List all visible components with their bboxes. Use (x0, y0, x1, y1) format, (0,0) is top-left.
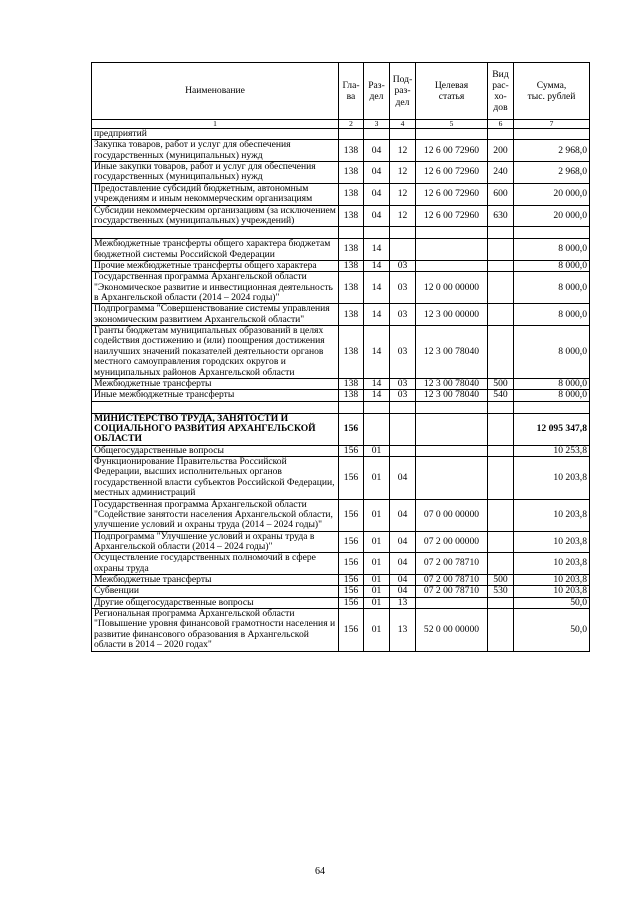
cell-podrazdel: 04 (390, 586, 416, 597)
header-vid-text: Вид рас- хо- дов (492, 68, 509, 114)
cell-name: МИНИСТЕРСТВО ТРУДА, ЗАНЯТОСТИ И СОЦИАЛЬНОГО РАЗВИТИЯ АРХАНГЕЛЬСКОЙ ОБЛАСТИ (92, 413, 339, 445)
cell-podrazdel: 03 (390, 260, 416, 271)
table-row (92, 326, 590, 379)
header-glava-text: Гла- ва (342, 79, 360, 102)
cell-glava: 156 (339, 575, 364, 586)
cell-statya (416, 597, 488, 608)
cell-podrazdel: 03 (390, 378, 416, 389)
cell-vid: 530 (488, 586, 514, 597)
cell-name: Субвенции (92, 586, 339, 597)
cell-vid (488, 227, 514, 239)
cell-podrazdel: 04 (390, 457, 416, 499)
cell-podrazdel (390, 413, 416, 445)
cell-razdel: 01 (364, 609, 390, 651)
cell-name: Подпрограмма "Улучшение условий и охраны труда в Архангельской области (2014 – 2024 годы)" (92, 531, 339, 553)
table-row (92, 140, 590, 162)
cell-glava: 138 (339, 326, 364, 379)
cell-razdel: 04 (364, 162, 390, 184)
cell-vid (488, 129, 514, 140)
cell-razdel: 01 (364, 575, 390, 586)
col-number-5: 5 (416, 120, 488, 129)
cell-vid (488, 239, 514, 261)
header-name: Наименование (92, 63, 339, 120)
cell-summa: 8 000,0 (514, 378, 590, 389)
cell-statya: 12 6 00 72960 (416, 183, 488, 205)
cell-statya: 12 6 00 72960 (416, 205, 488, 227)
header-podrazdel-text: Под- раз- дел (392, 74, 413, 108)
cell-podrazdel: 12 (390, 140, 416, 162)
cell-summa: 2 968,0 (514, 162, 590, 184)
col-number-1: 1 (92, 120, 339, 129)
cell-glava: 138 (339, 378, 364, 389)
cell-name: Межбюджетные трансферты (92, 378, 339, 389)
header-statya (416, 63, 488, 120)
cell-statya: 12 3 00 78040 (416, 390, 488, 401)
header-vid (488, 63, 514, 120)
cell-vid (488, 609, 514, 651)
cell-razdel: 14 (364, 239, 390, 261)
cell-statya: 12 0 00 00000 (416, 272, 488, 304)
cell-vid: 200 (488, 140, 514, 162)
cell-razdel: 04 (364, 183, 390, 205)
cell-statya: 12 3 00 00000 (416, 304, 488, 326)
cell-vid (488, 401, 514, 413)
cell-statya: 07 2 00 78710 (416, 586, 488, 597)
cell-name (92, 227, 339, 239)
cell-glava (339, 401, 364, 413)
table-row (92, 609, 590, 651)
cell-name: Подпрограмма "Совершенствование системы управления экономическим развитием Архангельской области" (92, 304, 339, 326)
cell-name: Межбюджетные трансферты общего характера бюджетам бюджетной системы Российской Федерации (92, 239, 339, 261)
cell-summa: 20 000,0 (514, 205, 590, 227)
cell-summa: 10 203,8 (514, 553, 590, 575)
cell-summa: 50,0 (514, 609, 590, 651)
cell-summa: 10 203,8 (514, 457, 590, 499)
cell-vid (488, 499, 514, 531)
cell-podrazdel (390, 445, 416, 456)
cell-summa: 50,0 (514, 597, 590, 608)
cell-summa: 8 000,0 (514, 390, 590, 401)
cell-vid (488, 531, 514, 553)
cell-razdel: 01 (364, 445, 390, 456)
cell-glava: 156 (339, 553, 364, 575)
table-row (92, 499, 590, 531)
cell-razdel: 01 (364, 531, 390, 553)
table-row (92, 239, 590, 261)
cell-vid (488, 553, 514, 575)
cell-razdel: 01 (364, 597, 390, 608)
cell-razdel: 04 (364, 140, 390, 162)
cell-statya (416, 401, 488, 413)
cell-razdel (364, 413, 390, 445)
col-number-4: 4 (390, 120, 416, 129)
cell-vid (488, 413, 514, 445)
cell-podrazdel: 03 (390, 326, 416, 379)
cell-podrazdel: 04 (390, 499, 416, 531)
cell-statya: 52 0 00 00000 (416, 609, 488, 651)
cell-razdel: 04 (364, 205, 390, 227)
header-summa (514, 63, 590, 120)
table-row (92, 597, 590, 608)
table-row (92, 272, 590, 304)
table-body (92, 129, 590, 652)
table-row (92, 260, 590, 271)
cell-glava: 138 (339, 272, 364, 304)
cell-glava: 138 (339, 205, 364, 227)
cell-razdel (364, 401, 390, 413)
cell-name: Другие общегосударственные вопросы (92, 597, 339, 608)
cell-podrazdel (390, 129, 416, 140)
cell-glava (339, 227, 364, 239)
table-row (92, 227, 590, 239)
cell-statya (416, 227, 488, 239)
table-row (92, 575, 590, 586)
table-row (92, 129, 590, 140)
cell-statya: 12 6 00 72960 (416, 140, 488, 162)
cell-glava: 138 (339, 239, 364, 261)
cell-summa (514, 401, 590, 413)
cell-summa: 2 968,0 (514, 140, 590, 162)
cell-podrazdel: 12 (390, 183, 416, 205)
cell-podrazdel (390, 239, 416, 261)
cell-summa: 10 203,8 (514, 531, 590, 553)
cell-razdel: 01 (364, 499, 390, 531)
cell-glava: 138 (339, 390, 364, 401)
cell-glava: 156 (339, 457, 364, 499)
header-statya-text: Целевая статья (434, 79, 469, 102)
cell-glava: 156 (339, 499, 364, 531)
cell-statya (416, 239, 488, 261)
cell-name: Иные межбюджетные трансферты (92, 390, 339, 401)
col-number-7: 7 (514, 120, 590, 129)
cell-podrazdel: 12 (390, 205, 416, 227)
cell-razdel: 01 (364, 586, 390, 597)
cell-summa: 8 000,0 (514, 239, 590, 261)
cell-podrazdel: 04 (390, 575, 416, 586)
cell-razdel: 14 (364, 272, 390, 304)
cell-statya (416, 445, 488, 456)
cell-statya: 07 2 00 78710 (416, 575, 488, 586)
cell-podrazdel: 12 (390, 162, 416, 184)
cell-name: Функционирование Правительства Российской Федерации, высших исполнительных органов государственной власти субъектов Российской Федерации, местных администраций (92, 457, 339, 499)
table-row (92, 378, 590, 389)
cell-razdel: 14 (364, 378, 390, 389)
cell-statya: 07 2 00 00000 (416, 531, 488, 553)
cell-razdel (364, 227, 390, 239)
table-row (92, 445, 590, 456)
cell-vid (488, 260, 514, 271)
cell-name: Гранты бюджетам муниципальных образований в целях содействия достижению и (или) поощрения достижения наилучших значений показателей деятельности органов местного самоуправления городских округов и муниципальных районов Архангельской области (92, 326, 339, 379)
cell-name: Прочие межбюджетные трансферты общего характера (92, 260, 339, 271)
header-razdel-text: Раз- дел (368, 79, 385, 102)
cell-glava: 156 (339, 597, 364, 608)
table-row (92, 457, 590, 499)
header-razdel (364, 63, 390, 120)
cell-vid (488, 457, 514, 499)
cell-glava: 138 (339, 183, 364, 205)
page-number: 64 (315, 866, 325, 877)
cell-name: Государственная программа Архангельской области "Содействие занятости населения Архангельской области, улучшение условий и охраны труда (2014 – 2024 годы)" (92, 499, 339, 531)
cell-podrazdel: 04 (390, 531, 416, 553)
cell-podrazdel (390, 401, 416, 413)
cell-vid (488, 445, 514, 456)
table-row (92, 531, 590, 553)
cell-vid (488, 597, 514, 608)
cell-vid: 240 (488, 162, 514, 184)
cell-statya: 12 3 00 78040 (416, 326, 488, 379)
cell-summa: 10 203,8 (514, 586, 590, 597)
cell-podrazdel: 13 (390, 597, 416, 608)
cell-statya (416, 457, 488, 499)
cell-razdel: 14 (364, 304, 390, 326)
cell-summa (514, 129, 590, 140)
cell-vid: 630 (488, 205, 514, 227)
cell-glava (339, 129, 364, 140)
cell-name (92, 401, 339, 413)
cell-vid (488, 326, 514, 379)
table-row (92, 183, 590, 205)
budget-table (91, 62, 590, 652)
cell-vid: 540 (488, 390, 514, 401)
cell-statya (416, 129, 488, 140)
cell-statya: 07 0 00 00000 (416, 499, 488, 531)
table-row (92, 401, 590, 413)
cell-statya: 12 6 00 72960 (416, 162, 488, 184)
cell-vid (488, 272, 514, 304)
cell-summa: 8 000,0 (514, 260, 590, 271)
cell-podrazdel (390, 227, 416, 239)
cell-glava: 156 (339, 413, 364, 445)
table-row (92, 553, 590, 575)
cell-name: Субсидии некоммерческим организациям (за исключением государственных (муниципальных) учреждений) (92, 205, 339, 227)
cell-statya: 07 2 00 78710 (416, 553, 488, 575)
cell-vid: 600 (488, 183, 514, 205)
cell-razdel (364, 129, 390, 140)
cell-name: Иные закупки товаров, работ и услуг для обеспечения государственных (муниципальных) нужд (92, 162, 339, 184)
col-number-6: 6 (488, 120, 514, 129)
cell-summa: 10 253,8 (514, 445, 590, 456)
column-number-row (92, 120, 590, 129)
cell-glava: 138 (339, 304, 364, 326)
cell-glava: 138 (339, 140, 364, 162)
table-row (92, 586, 590, 597)
cell-summa: 8 000,0 (514, 326, 590, 379)
header-row (92, 63, 590, 120)
cell-statya: 12 3 00 78040 (416, 378, 488, 389)
cell-glava: 156 (339, 445, 364, 456)
cell-glava: 138 (339, 260, 364, 271)
cell-summa: 12 095 347,8 (514, 413, 590, 445)
table-row (92, 413, 590, 445)
table-row (92, 162, 590, 184)
cell-vid: 500 (488, 575, 514, 586)
cell-statya (416, 260, 488, 271)
cell-podrazdel: 03 (390, 272, 416, 304)
col-number-3: 3 (364, 120, 390, 129)
cell-glava: 156 (339, 531, 364, 553)
cell-summa: 8 000,0 (514, 304, 590, 326)
cell-statya (416, 413, 488, 445)
cell-summa: 8 000,0 (514, 272, 590, 304)
cell-podrazdel: 13 (390, 609, 416, 651)
cell-summa: 10 203,8 (514, 499, 590, 531)
cell-glava: 156 (339, 609, 364, 651)
cell-summa: 10 203,8 (514, 575, 590, 586)
cell-podrazdel: 03 (390, 304, 416, 326)
cell-name: Предоставление субсидий бюджетным, автономным учреждениям и иным некоммерческим организациям (92, 183, 339, 205)
table-row (92, 205, 590, 227)
cell-summa (514, 227, 590, 239)
cell-razdel: 14 (364, 326, 390, 379)
cell-name: Региональная программа Архангельской области "Повышение уровня финансовой грамотности населения и развитие финансового образования в Архангельской области в 2014 – 2020 годах" (92, 609, 339, 651)
header-podrazdel (390, 63, 416, 120)
cell-vid (488, 304, 514, 326)
cell-name: Межбюджетные трансферты (92, 575, 339, 586)
cell-glava: 138 (339, 162, 364, 184)
col-number-2: 2 (339, 120, 364, 129)
cell-name: Государственная программа Архангельской области "Экономическое развитие и инвестиционная деятельность в Архангельской области (2014 – 2024 годы)" (92, 272, 339, 304)
table-row (92, 390, 590, 401)
cell-summa: 20 000,0 (514, 183, 590, 205)
cell-name: Закупка товаров, работ и услуг для обеспечения государственных (муниципальных) нужд (92, 140, 339, 162)
cell-razdel: 01 (364, 457, 390, 499)
cell-name: Общегосударственные вопросы (92, 445, 339, 456)
header-summa-text: Сумма, тыс. рублей (527, 79, 576, 102)
cell-name: Осуществление государственных полномочий в сфере охраны труда (92, 553, 339, 575)
cell-razdel: 14 (364, 260, 390, 271)
cell-vid: 500 (488, 378, 514, 389)
cell-razdel: 01 (364, 553, 390, 575)
header-glava (339, 63, 364, 120)
cell-razdel: 14 (364, 390, 390, 401)
cell-glava: 156 (339, 586, 364, 597)
cell-podrazdel: 04 (390, 553, 416, 575)
table-row (92, 304, 590, 326)
cell-podrazdel: 03 (390, 390, 416, 401)
cell-name: предприятий (92, 129, 339, 140)
